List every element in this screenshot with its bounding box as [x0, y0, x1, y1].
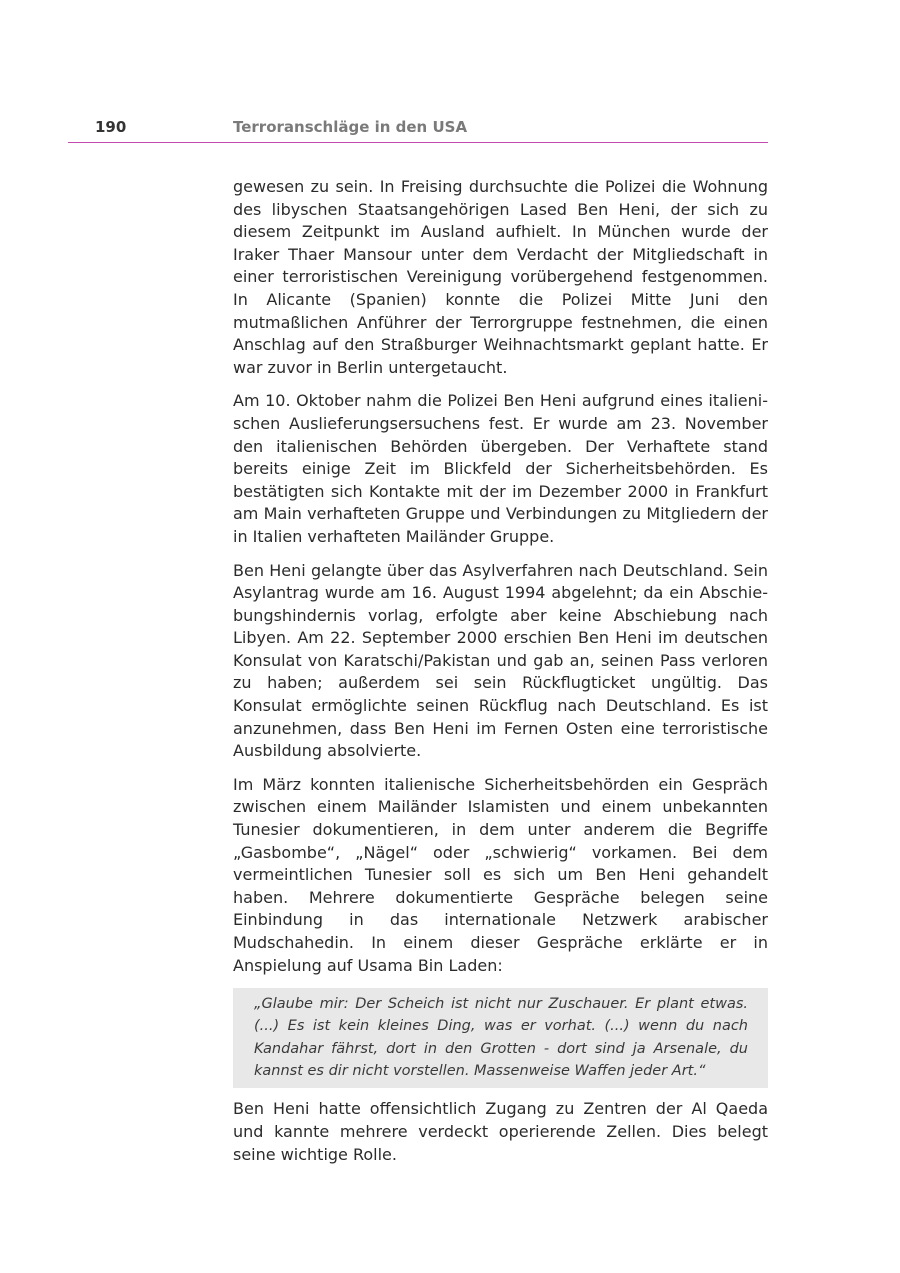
paragraph-4: Im März konnten italienische Sicherheitsbehörden ein Gespräch zwischen einem Mailänder Islamisten und einem unbekannten Tunesier dokumentieren, in dem unter anderem die Begriffe „Gasbombe“, „Nägel“ oder „schwierig“ vorkamen. Bei dem vermeintlichen Tunesier soll es sich um Ben Heni gehandelt haben. Mehrere dokumentierte Gespräche belegen seine Einbindung in das internationale Netzwerk arabischer Mudschahedin. In einem dieser Gespräche erklärte er in Anspielung auf Usama Bin Laden:	[233, 774, 768, 975]
body-text	[233, 176, 768, 1177]
page-header	[68, 116, 768, 143]
running-title: Terroranschläge in den USA	[233, 118, 468, 136]
block-quote: „Glaube mir: Der Scheich ist nicht nur Zuschauer. Er plant etwas. (...) Es ist kein kleines Ding, was er vorhat. (...) wenn du nach Kandahar fährst, dort in den Grotten - dort sind ja Arsenale, du kannst es dir nicht vorstellen. Massenweise Waffen jeder Art.“	[233, 988, 768, 1088]
paragraph-2: Am 10. Oktober nahm die Polizei Ben Heni aufgrund eines italienischen Auslieferungsersuchens fest. Er wurde am 23. November den italienischen Behörden übergeben. Der Verhaftete stand bereits einige Zeit im Blickfeld der Sicherheitsbehörden. Es bestätigten sich Kontakte mit der im Dezember 2000 in Frankfurt am Main verhafteten Gruppe und Verbindungen zu Mitgliedern der in Italien verhafteten Mailänder Gruppe.	[233, 391, 768, 546]
paragraph-3: Ben Heni gelangte über das Asylverfahren nach Deutschland. Sein Asylantrag wurde am 16. August 1994 abgelehnt; da ein Abschiebungshindernis vorlag, erfolgte aber keine Abschiebung nach Libyen. Am 22. September 2000 erschien Ben Heni im deutschen Konsulat von Karatschi/Pakistan und gab an, seinen Pass verloren zu haben; außerdem sei sein Rückflugticket ungültig. Das Konsulat ermöglichte seinen Rückflug nach Deutschland. Es ist anzunehmen, dass Ben Heni im Fernen Osten eine terroristische Ausbildung absolvierte.	[233, 560, 768, 761]
paragraph-1: gewesen zu sein. In Freising durchsuchte die Polizei die Wohnung des libyschen Staatsangehörigen Lased Ben Heni, der sich zu diesem Zeitpunkt im Ausland aufhielt. In München wurde der Iraker Thaer Mansour unter dem Verdacht der Mitgliedschaft in einer terroristischen Vereinigung vorübergehend festgenommen. In Alicante (Spanien) konnte die Polizei Mitte Juni den mutmaßlichen Anführer der Terrorgruppe festnehmen, die einen Anschlag auf den Straßburger Weihnachtsmarkt geplant hatte. Er war zuvor in Berlin untergetaucht.	[233, 177, 768, 377]
page-number: 190	[95, 118, 127, 136]
closing-paragraph: Ben Heni hatte offensichtlich Zugang zu Zentren der Al Qaeda und kannte mehrere verdeckt operierende Zellen. Dies belegt seine wichtige Rolle.	[233, 1099, 768, 1164]
